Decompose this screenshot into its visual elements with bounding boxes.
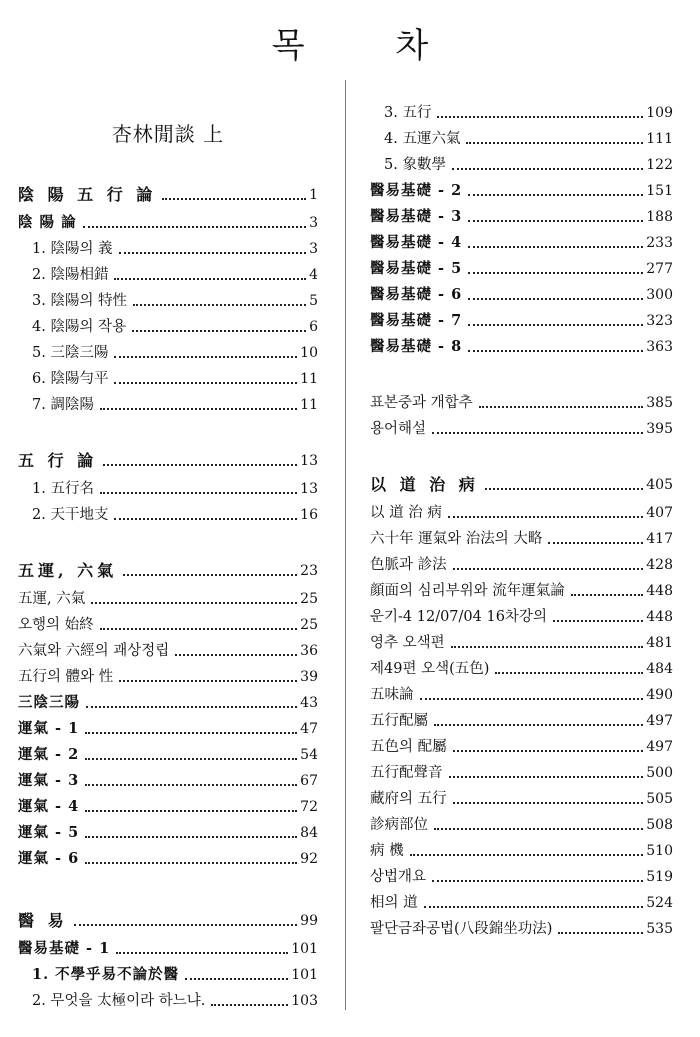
toc-entry-page: 484 xyxy=(646,661,673,677)
toc-entry[interactable] xyxy=(370,252,673,278)
toc-entry-label: 運氣 - 6 xyxy=(18,850,80,867)
leader-dots xyxy=(434,724,643,726)
leader-dots xyxy=(452,168,643,170)
toc-entry-label: 六十年 運氣와 治法의 大略 xyxy=(370,531,543,547)
toc-entry-label: 3. 五行 xyxy=(384,105,432,121)
toc-entry-page: 497 xyxy=(646,739,673,755)
toc-entry-label: 五味論 xyxy=(370,687,414,703)
toc-entry-label: 영추 오색편 xyxy=(370,635,445,651)
toc-entry[interactable] xyxy=(18,388,318,414)
toc-entry-page: 448 xyxy=(646,583,673,599)
toc-entry-page: 101 xyxy=(291,941,318,957)
leader-dots xyxy=(123,574,297,576)
toc-entry[interactable] xyxy=(370,174,673,200)
toc-entry-page: 448 xyxy=(646,609,673,625)
toc-entry[interactable] xyxy=(18,608,318,634)
toc-entry-label: 運氣 - 3 xyxy=(18,772,80,789)
toc-entry-page: 481 xyxy=(646,635,673,651)
toc-entry-label: 4. 陰陽의 작용 xyxy=(32,319,127,335)
toc-entry-label: 醫易基礎 - 1 xyxy=(18,940,111,957)
toc-entry-page: 36 xyxy=(300,643,318,659)
toc-entry-page: 277 xyxy=(646,261,673,277)
toc-entry[interactable] xyxy=(370,574,673,600)
toc-entry[interactable] xyxy=(18,362,318,388)
toc-entry[interactable] xyxy=(370,412,673,438)
toc-entry[interactable] xyxy=(370,600,673,626)
toc-entry[interactable] xyxy=(18,686,318,712)
leader-dots xyxy=(468,220,643,222)
leader-dots xyxy=(495,672,643,674)
leader-dots xyxy=(100,628,298,630)
toc-entry[interactable] xyxy=(370,278,673,304)
leader-dots xyxy=(100,492,297,494)
leader-dots xyxy=(185,978,288,980)
toc-entry[interactable] xyxy=(370,834,673,860)
book-subtitle: 杏林閒談 上 xyxy=(111,122,225,146)
toc-entry[interactable] xyxy=(18,932,318,958)
toc-entry[interactable] xyxy=(370,626,673,652)
toc-entry-page: 99 xyxy=(300,913,318,929)
toc-entry-page: 407 xyxy=(646,505,673,521)
leader-dots xyxy=(434,828,643,830)
toc-entry-label: 5. 三陰三陽 xyxy=(32,345,109,361)
leader-dots xyxy=(85,862,297,864)
leader-dots xyxy=(571,594,644,596)
column-divider xyxy=(345,80,346,1010)
toc-entry-label: 5. 象數學 xyxy=(384,157,446,173)
leader-dots xyxy=(100,408,297,410)
toc-entry-label: 3. 陰陽의 特性 xyxy=(32,293,128,309)
leader-dots xyxy=(211,1004,288,1006)
toc-entry-page: 23 xyxy=(300,563,318,579)
toc-entry-label: 제49편 오색(五色) xyxy=(370,661,490,677)
leader-dots xyxy=(553,620,643,622)
toc-entry-label: 醫易基礎 - 8 xyxy=(370,338,463,355)
leader-dots xyxy=(548,542,643,544)
toc-entry-label: 6. 陰陽勻平 xyxy=(32,371,109,387)
toc-entry[interactable] xyxy=(18,660,318,686)
toc-entry[interactable] xyxy=(18,444,318,470)
toc-entry-page: 109 xyxy=(646,105,673,121)
toc-entry-label: 診病部位 xyxy=(370,817,428,833)
leader-dots xyxy=(468,350,643,352)
toc-entry-label: 1. 五行名 xyxy=(32,481,94,497)
toc-entry-page: 385 xyxy=(646,395,673,411)
toc-entry[interactable] xyxy=(370,148,673,174)
toc-entry-page: 508 xyxy=(646,817,673,833)
toc-entry[interactable] xyxy=(18,472,318,498)
leader-dots xyxy=(468,246,643,248)
toc-entry[interactable] xyxy=(18,842,318,868)
leader-dots xyxy=(103,464,297,466)
leader-dots xyxy=(437,116,643,118)
toc-entry[interactable] xyxy=(370,330,673,356)
leader-dots xyxy=(485,488,644,490)
leader-dots xyxy=(85,732,297,734)
toc-entry-label: 以 道 治 病 xyxy=(370,505,442,521)
leader-dots xyxy=(432,880,643,882)
toc-entry[interactable] xyxy=(18,554,318,580)
toc-entry-page: 1 xyxy=(309,187,318,203)
toc-entry-page: 122 xyxy=(646,157,673,173)
leader-dots xyxy=(175,654,297,656)
toc-entry[interactable] xyxy=(370,678,673,704)
toc-entry[interactable] xyxy=(18,178,318,204)
toc-entry-label: 표본중과 개합추 xyxy=(370,395,473,411)
toc-entry-page: 519 xyxy=(646,869,673,885)
toc-entry[interactable] xyxy=(18,582,318,608)
toc-entry-page: 3 xyxy=(309,215,318,231)
toc-entry[interactable] xyxy=(370,808,673,834)
toc-entry-label: 相의 道 xyxy=(370,895,418,911)
toc-entry[interactable] xyxy=(370,122,673,148)
leader-dots xyxy=(468,324,643,326)
page-title: 목 차 xyxy=(271,26,469,66)
toc-entry-label: 五運, 六氣 xyxy=(18,591,86,607)
leader-dots xyxy=(424,906,644,908)
toc-entry-page: 490 xyxy=(646,687,673,703)
leader-dots xyxy=(132,330,306,332)
toc-entry-label: 運氣 - 4 xyxy=(18,798,80,815)
toc-entry[interactable] xyxy=(18,712,318,738)
toc-entry-page: 11 xyxy=(300,397,318,413)
toc-entry[interactable] xyxy=(18,634,318,660)
toc-entry[interactable] xyxy=(370,496,673,522)
toc-entry[interactable] xyxy=(18,206,318,232)
leader-dots xyxy=(162,198,306,200)
leader-dots xyxy=(133,304,306,306)
leader-dots xyxy=(74,924,298,926)
leader-dots xyxy=(114,518,297,520)
toc-entry-label: 五運, 六氣 xyxy=(18,561,118,580)
toc-entry-label: 三陰三陽 xyxy=(18,694,80,711)
toc-entry-page: 524 xyxy=(646,895,673,911)
leader-dots xyxy=(420,698,644,700)
toc-entry[interactable] xyxy=(18,232,318,258)
leader-dots xyxy=(479,406,644,408)
toc-entry-page: 92 xyxy=(300,851,318,867)
toc-entry[interactable] xyxy=(18,310,318,336)
toc-entry-label: 오행의 始終 xyxy=(18,617,94,633)
toc-entry-label: 팔단금좌공법(八段錦坐功法) xyxy=(370,921,553,937)
toc-entry-label: 五行配屬 xyxy=(370,713,428,729)
toc-entry-label: 藏府의 五行 xyxy=(370,791,447,807)
toc-entry-label: 運氣 - 2 xyxy=(18,746,80,763)
toc-entry[interactable] xyxy=(18,498,318,524)
toc-entry[interactable] xyxy=(370,386,673,412)
toc-entry-page: 72 xyxy=(300,799,318,815)
toc-entry-label: 醫 易 xyxy=(18,911,68,930)
toc-entry[interactable] xyxy=(18,738,318,764)
toc-entry-page: 188 xyxy=(646,209,673,225)
toc-entry-label: 용어해설 xyxy=(370,421,427,437)
leader-dots xyxy=(468,194,643,196)
toc-entry[interactable] xyxy=(370,226,673,252)
leader-dots xyxy=(451,646,644,648)
toc-entry[interactable] xyxy=(18,984,318,1010)
toc-entry-label: 상법개요 xyxy=(370,869,427,885)
toc-entry-page: 5 xyxy=(309,293,318,309)
toc-entry[interactable] xyxy=(370,912,673,938)
leader-dots xyxy=(85,810,297,812)
toc-entry-page: 47 xyxy=(300,721,318,737)
leader-dots xyxy=(453,568,644,570)
toc-entry-label: 病 機 xyxy=(370,843,404,859)
toc-entry-label: 醫易基礎 - 2 xyxy=(370,182,463,199)
toc-entry-label: 7. 調陰陽 xyxy=(32,397,94,413)
toc-entry[interactable] xyxy=(18,904,318,930)
toc-entry-page: 363 xyxy=(646,339,673,355)
toc-entry[interactable] xyxy=(370,860,673,886)
toc-entry[interactable] xyxy=(18,790,318,816)
toc-entry-page: 6 xyxy=(309,319,318,335)
toc-entry-label: 醫易基礎 - 7 xyxy=(370,312,463,329)
toc-entry-label: 五色의 配屬 xyxy=(370,739,447,755)
toc-entry-page: 233 xyxy=(646,235,673,251)
toc-entry[interactable] xyxy=(370,468,673,494)
toc-entry-page: 505 xyxy=(646,791,673,807)
leader-dots xyxy=(449,776,644,778)
toc-entry[interactable] xyxy=(370,304,673,330)
toc-entry[interactable] xyxy=(18,764,318,790)
leader-dots xyxy=(453,802,644,804)
leader-dots xyxy=(468,298,643,300)
toc-entry-label: 色脈과 診法 xyxy=(370,557,447,573)
toc-entry-label: 2. 무엇을 太極이라 하느냐. xyxy=(32,993,206,1009)
toc-entry-page: 103 xyxy=(291,993,318,1009)
toc-entry-label: 2. 陰陽相錯 xyxy=(32,267,109,283)
toc-entry-label: 陰 陽 論 xyxy=(18,214,77,231)
leader-dots xyxy=(448,516,643,518)
toc-entry-label: 2. 天干地支 xyxy=(32,507,109,523)
toc-entry[interactable] xyxy=(370,548,673,574)
leader-dots xyxy=(86,706,297,708)
toc-entry-label: 醫易基礎 - 3 xyxy=(370,208,463,225)
toc-entry-page: 25 xyxy=(300,591,318,607)
toc-entry[interactable] xyxy=(18,336,318,362)
toc-entry-page: 417 xyxy=(646,531,673,547)
toc-entry-label: 運氣 - 5 xyxy=(18,824,80,841)
toc-entry-label: 五行配聲音 xyxy=(370,765,443,781)
toc-entry-label: 五行의 體와 性 xyxy=(18,669,114,685)
toc-entry-page: 13 xyxy=(300,481,318,497)
toc-entry-page: 25 xyxy=(300,617,318,633)
leader-dots xyxy=(119,252,307,254)
leader-dots xyxy=(468,272,643,274)
toc-entry-label: 五 行 論 xyxy=(18,451,98,470)
toc-entry[interactable] xyxy=(370,730,673,756)
leader-dots xyxy=(85,758,297,760)
toc-entry-page: 510 xyxy=(646,843,673,859)
toc-entry-page: 151 xyxy=(646,183,673,199)
toc-entry[interactable] xyxy=(18,816,318,842)
toc-entry-label: 醫易基礎 - 5 xyxy=(370,260,463,277)
toc-entry-page: 11 xyxy=(300,371,318,387)
leader-dots xyxy=(453,750,644,752)
toc-entry-page: 39 xyxy=(300,669,318,685)
toc-entry-page: 101 xyxy=(291,967,318,983)
toc-entry-page: 3 xyxy=(309,241,318,257)
toc-entry[interactable] xyxy=(370,886,673,912)
toc-entry-page: 4 xyxy=(309,267,318,283)
toc-entry[interactable] xyxy=(18,958,318,984)
leader-dots xyxy=(114,278,306,280)
leader-dots xyxy=(114,356,297,358)
toc-entry[interactable] xyxy=(370,522,673,548)
leader-dots xyxy=(410,854,644,856)
leader-dots xyxy=(116,952,288,954)
toc-entry[interactable] xyxy=(370,200,673,226)
toc-entry-page: 67 xyxy=(300,773,318,789)
toc-entry-page: 300 xyxy=(646,287,673,303)
leader-dots xyxy=(114,382,297,384)
toc-entry-page: 16 xyxy=(300,507,318,523)
toc-entry-page: 54 xyxy=(300,747,318,763)
leader-dots xyxy=(85,784,297,786)
toc-entry-page: 43 xyxy=(300,695,318,711)
toc-entry-label: 醫易基礎 - 6 xyxy=(370,286,463,303)
toc-entry[interactable] xyxy=(370,756,673,782)
leader-dots xyxy=(432,432,643,434)
toc-entry-label: 陰 陽 五 行 論 xyxy=(18,185,157,204)
leader-dots xyxy=(91,602,297,604)
toc-entry[interactable] xyxy=(370,704,673,730)
toc-entry-label: 4. 五運六氣 xyxy=(384,131,461,147)
toc-entry-page: 500 xyxy=(646,765,673,781)
toc-entry[interactable] xyxy=(370,96,673,122)
toc-entry-page: 428 xyxy=(646,557,673,573)
toc-entry-page: 10 xyxy=(300,345,318,361)
leader-dots xyxy=(558,932,643,934)
toc-entry-label: 顔面의 심리부위와 流年運氣論 xyxy=(370,583,565,599)
toc-entry-label: 1. 陰陽의 義 xyxy=(32,241,113,257)
toc-entry-label: 以 道 治 病 xyxy=(370,475,479,494)
toc-entry-label: 1. 不學乎易不論於醫 xyxy=(32,966,180,983)
toc-entry-page: 497 xyxy=(646,713,673,729)
toc-entry-label: 運氣 - 1 xyxy=(18,720,80,737)
toc-entry[interactable] xyxy=(370,782,673,808)
leader-dots xyxy=(466,142,643,144)
leader-dots xyxy=(83,226,306,228)
toc-entry-label: 六氣와 六經의 괘상정립 xyxy=(18,643,170,659)
toc-entry-label: 운기-4 12/07/04 16차강의 xyxy=(370,609,547,625)
toc-entry-page: 395 xyxy=(646,421,673,437)
toc-entry-page: 13 xyxy=(300,453,318,469)
toc-entry[interactable] xyxy=(370,652,673,678)
toc-entry-page: 405 xyxy=(646,477,673,493)
toc-entry-page: 111 xyxy=(646,131,673,147)
toc-entry[interactable] xyxy=(18,284,318,310)
toc-entry-page: 535 xyxy=(646,921,673,937)
toc-entry-label: 醫易基礎 - 4 xyxy=(370,234,463,251)
leader-dots xyxy=(119,680,297,682)
leader-dots xyxy=(85,836,297,838)
toc-entry-page: 323 xyxy=(646,313,673,329)
toc-entry[interactable] xyxy=(18,258,318,284)
toc-entry-page: 84 xyxy=(300,825,318,841)
